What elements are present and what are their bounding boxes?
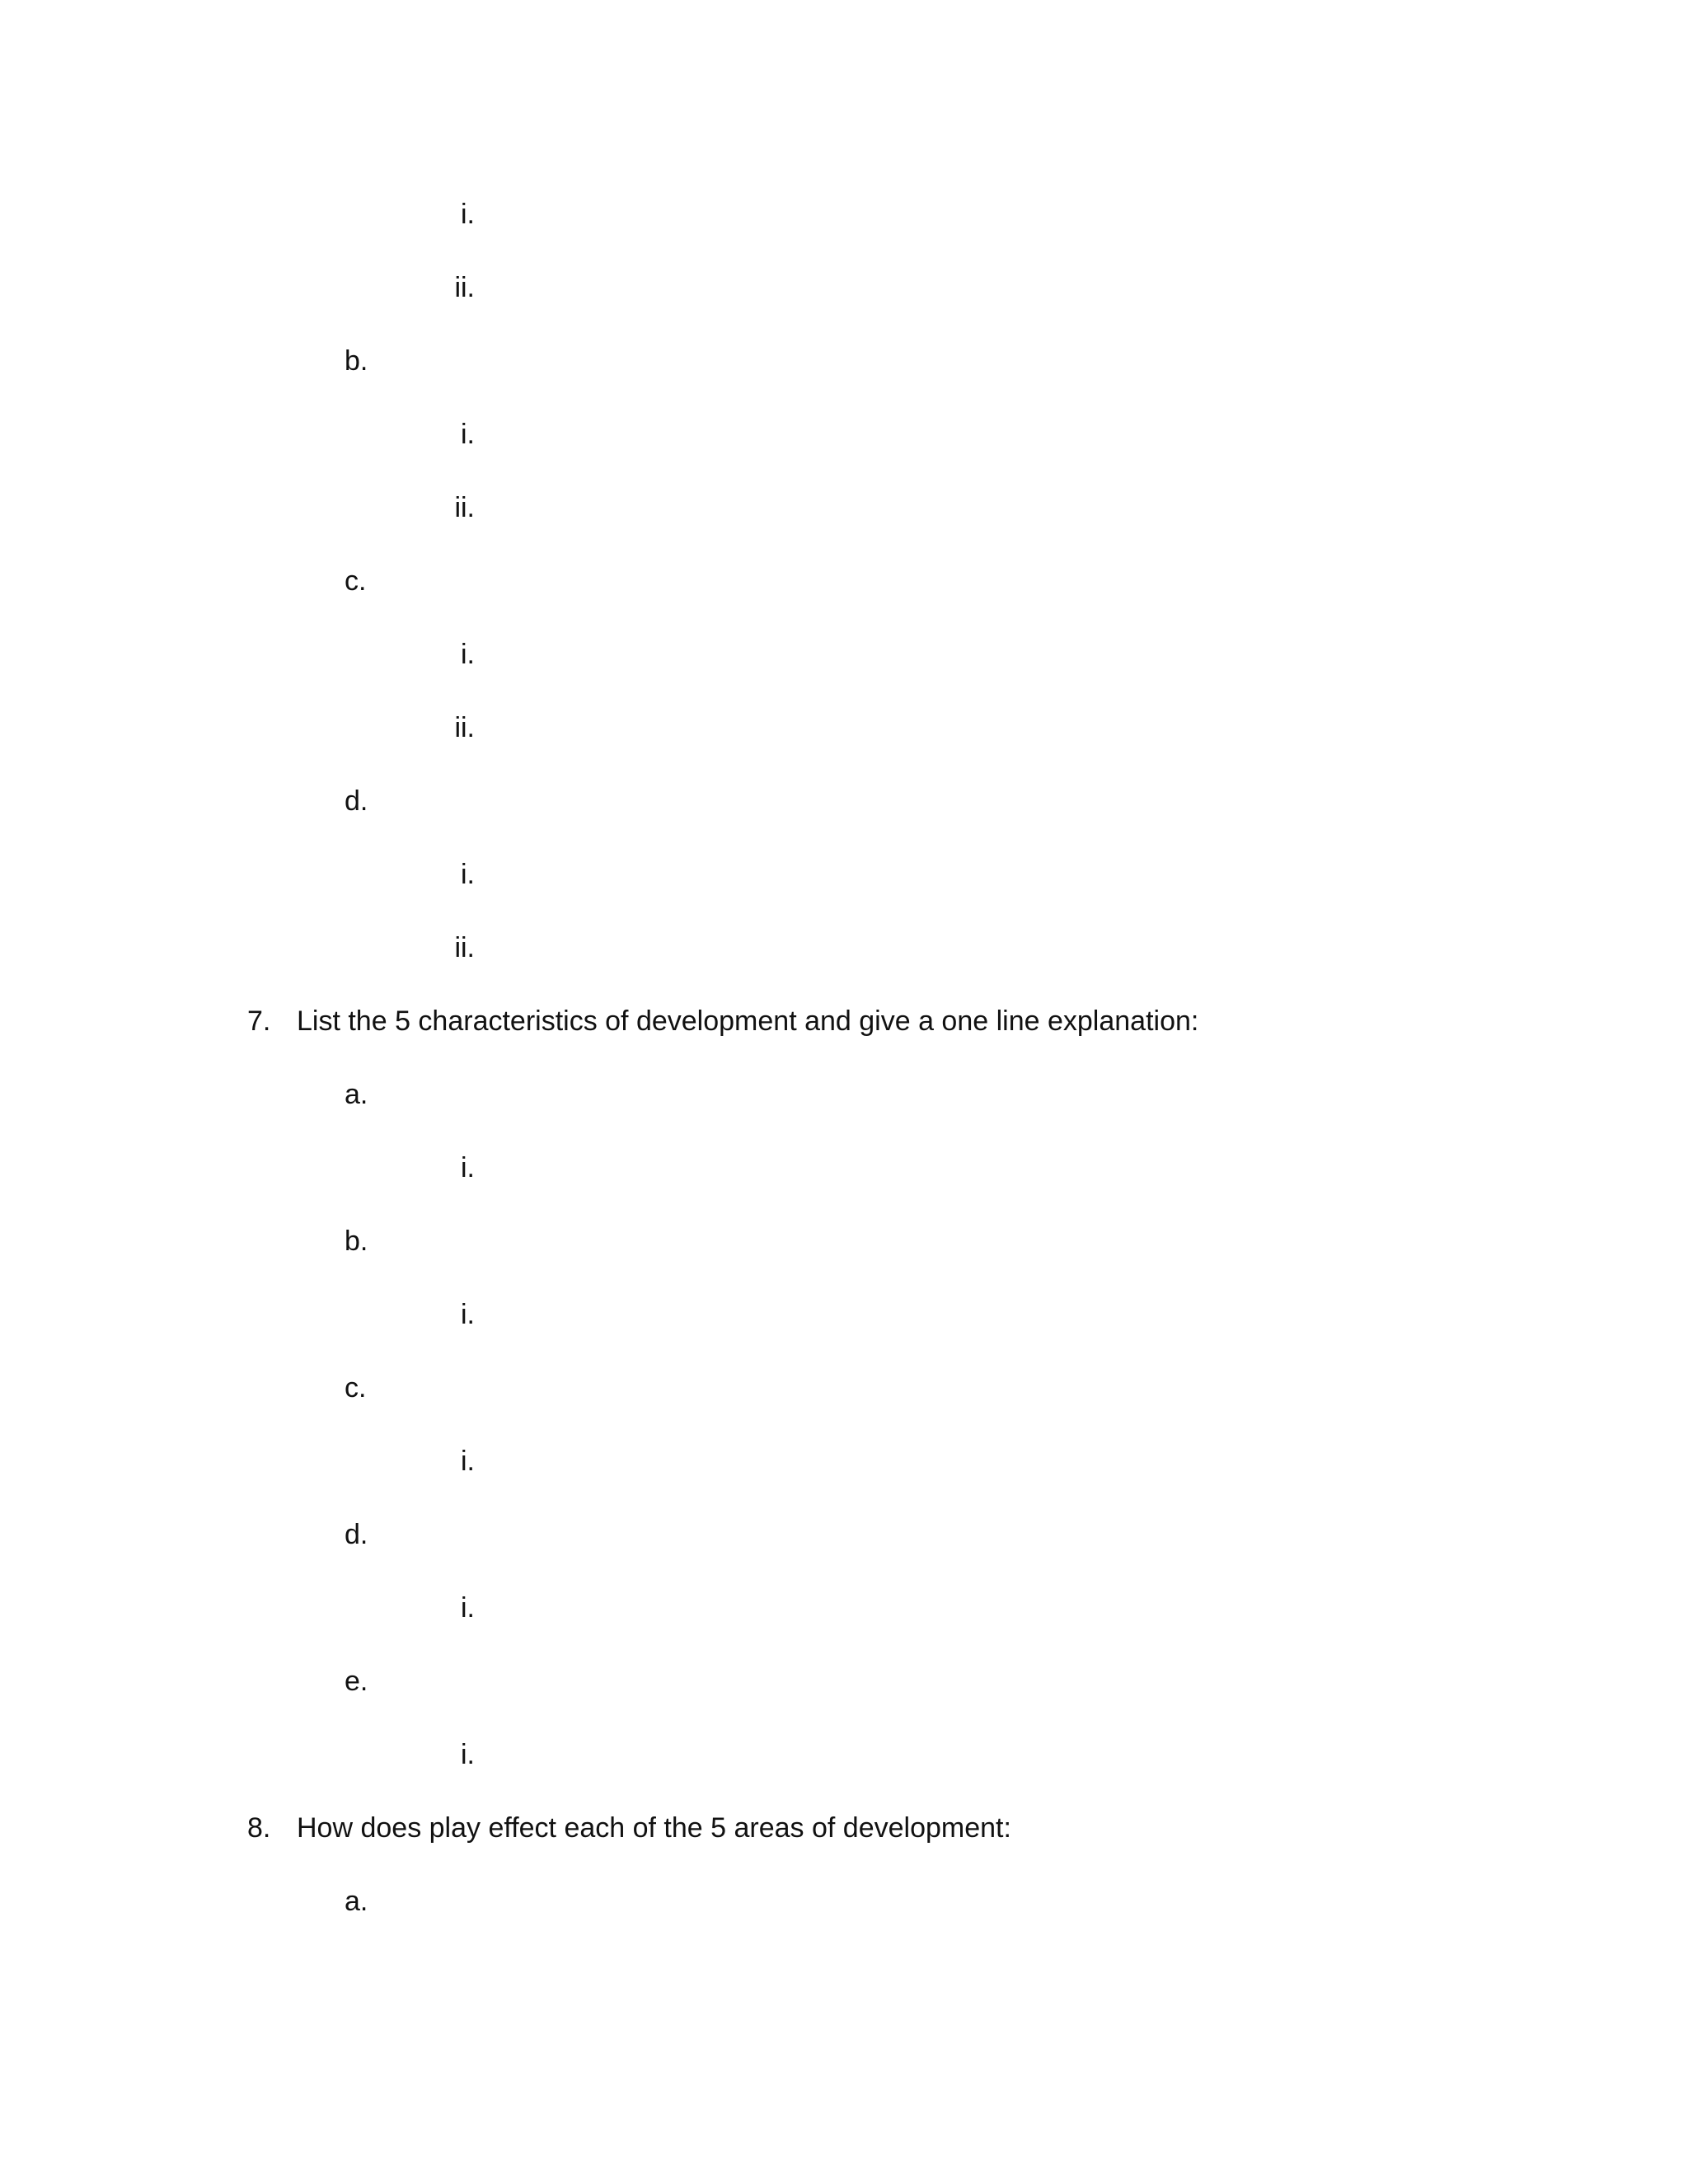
list-marker-roman: i. — [461, 1152, 475, 1183]
list-marker-alpha: c. — [345, 565, 367, 597]
list-marker-alpha: a. — [345, 1079, 368, 1110]
list-marker-alpha: c. — [345, 1372, 367, 1404]
list-marker-alpha: b. — [345, 1226, 368, 1257]
list-marker-roman: i. — [461, 1299, 475, 1330]
list-marker-alpha: e. — [345, 1666, 368, 1697]
list-marker-roman: ii. — [454, 272, 475, 303]
list-marker-roman: i. — [461, 199, 475, 230]
question-7-text: List the 5 characteristics of development and give a one line explanation: — [297, 1005, 1199, 1037]
list-marker-roman: ii. — [454, 932, 475, 963]
list-marker-roman: i. — [461, 1592, 475, 1624]
list-marker-roman: ii. — [454, 492, 475, 523]
list-marker-roman: i. — [461, 419, 475, 450]
question-8-number: 8. — [247, 1812, 271, 1844]
list-marker-alpha: d. — [345, 1519, 368, 1550]
question-7-number: 7. — [247, 1005, 271, 1037]
list-marker-roman: ii. — [454, 712, 475, 743]
list-marker-alpha: a. — [345, 1886, 368, 1917]
list-marker-alpha: d. — [345, 785, 368, 817]
list-marker-alpha: b. — [345, 345, 368, 377]
list-marker-roman: i. — [461, 1739, 475, 1770]
question-8-text: How does play effect each of the 5 areas of development: — [297, 1812, 1011, 1844]
list-marker-roman: i. — [461, 1446, 475, 1477]
list-marker-roman: i. — [461, 639, 475, 670]
list-marker-roman: i. — [461, 859, 475, 890]
